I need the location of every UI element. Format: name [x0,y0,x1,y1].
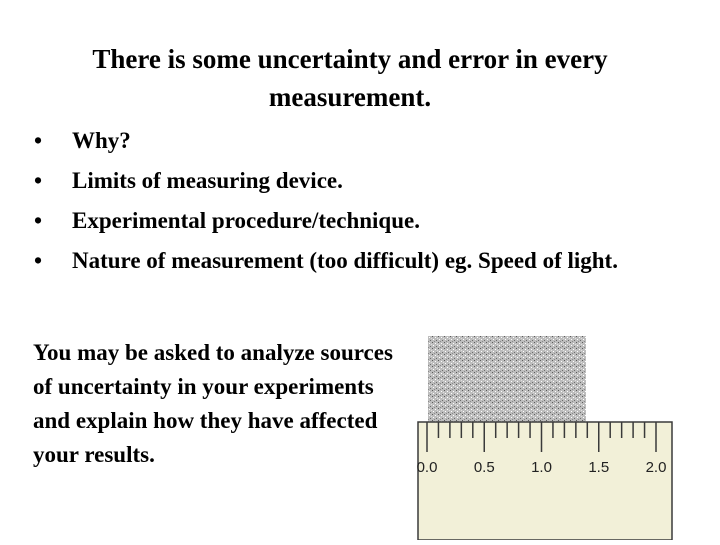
ruler-tick-label: 1.5 [588,459,610,476]
ruler-body [418,422,672,540]
ruler-illustration [408,330,678,540]
measured-block [428,336,586,424]
ruler-figure [408,330,678,540]
ruler-tick-label: 2.0 [645,459,667,476]
ruler-tick-label: 1.0 [531,459,552,476]
bullet-item: • Limits of measuring device. [34,166,674,196]
bullet-item: • Nature of measurement (too difficult) eg. Speed of light. [34,246,674,276]
body-paragraph: You may be asked to analyze sources of uncertainty in your experiments and explain how they have affected your results. [33,340,393,467]
ruler-tick-label: 0.5 [473,459,495,476]
bullet-item: • Experimental procedure/technique. [34,206,674,236]
ruler-tick-label: 0.0 [416,459,438,476]
slide-title: There is some uncertainty and error in every measurement. [92,44,608,112]
bullet-item: • Why? [34,126,674,156]
bullet-list [34,126,674,286]
